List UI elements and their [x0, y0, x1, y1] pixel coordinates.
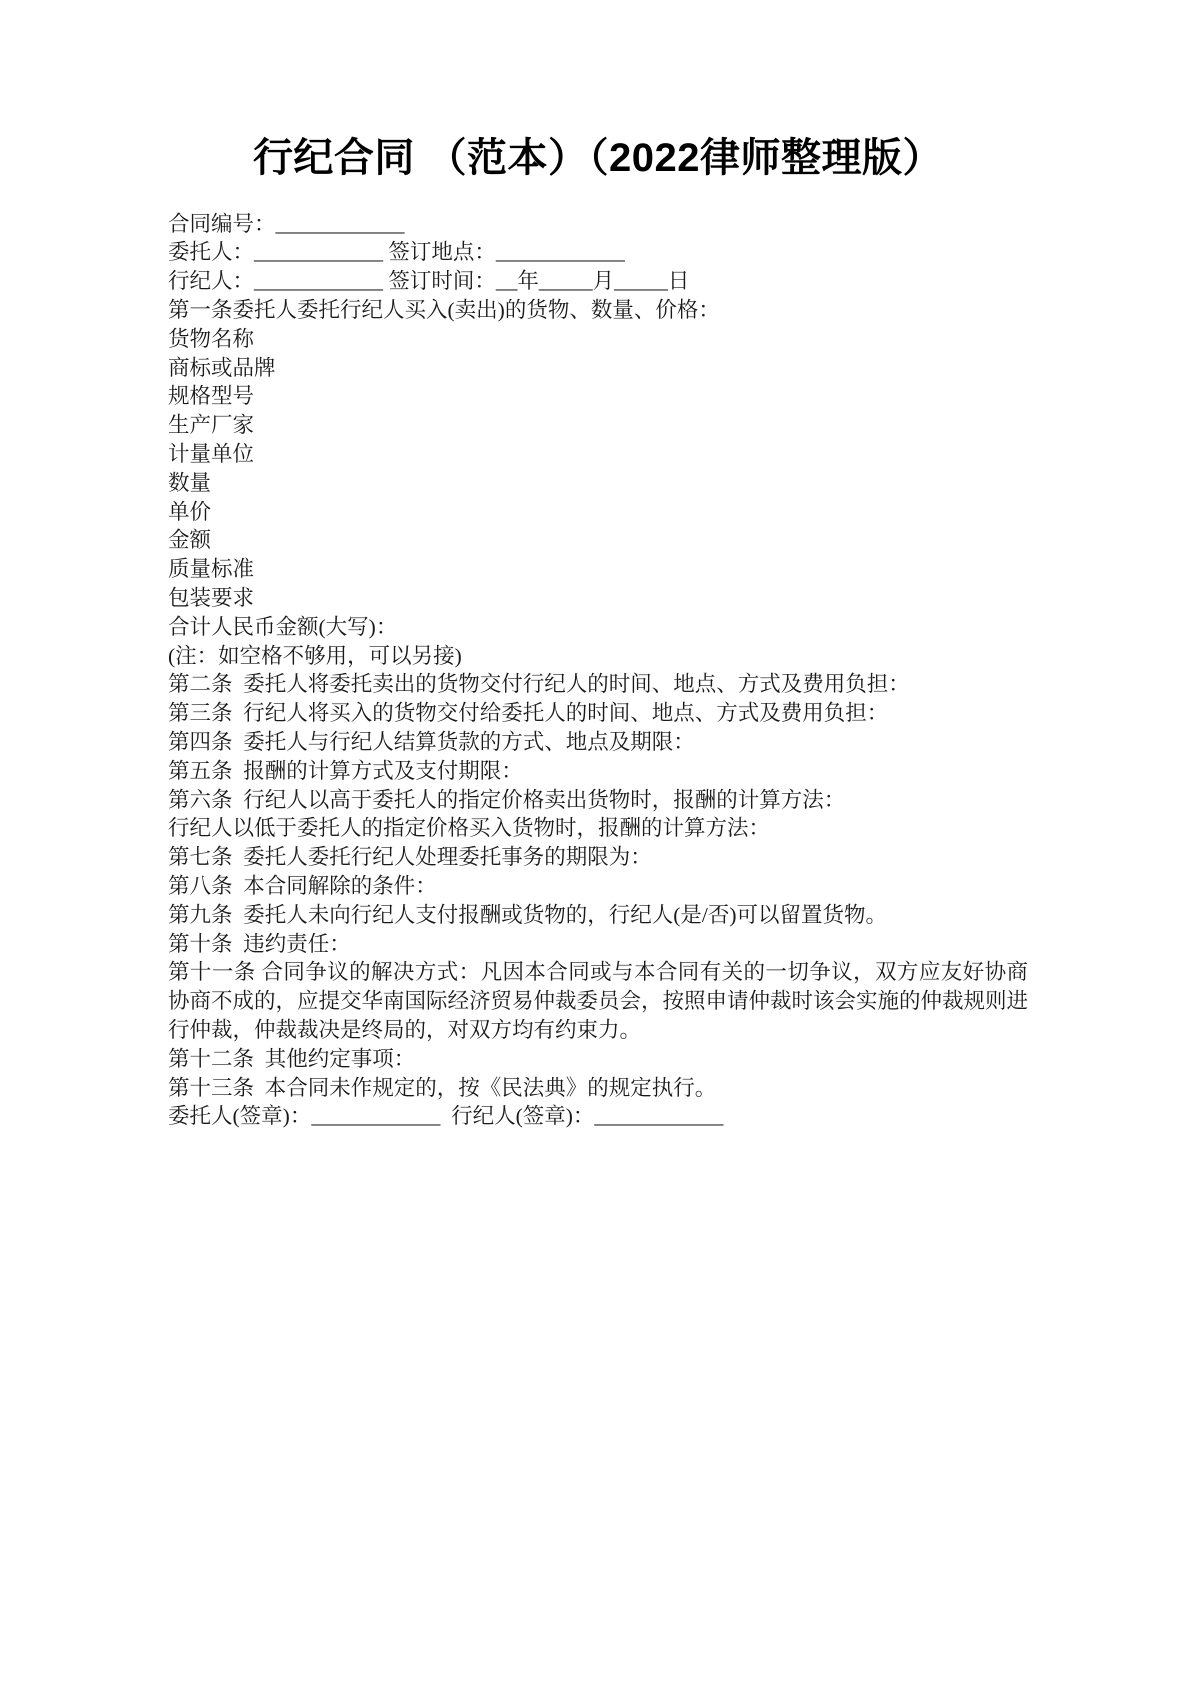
clause-two: 第二条 委托人将委托卖出的货物交付行纪人的时间、地点、方式及费用负担：	[168, 672, 910, 697]
document-title: 行纪合同 （范本）（2022律师整理版）	[252, 136, 944, 180]
note-attach-extra-sheet: (注：如空格不够用，可以另接)	[168, 643, 462, 668]
total-amount-in-words: 合计人民币金额(大写)：	[168, 614, 398, 639]
document-body	[168, 132, 1028, 1131]
goods-item-quality-standard: 质量标准	[168, 557, 255, 582]
goods-item-manufacturer: 生产厂家	[168, 413, 255, 438]
clause-seven: 第七条 委托人委托行纪人处理委托事务的期限为：	[168, 845, 652, 870]
clause-four: 第四条 委托人与行纪人结算货款的方式、地点及期限：	[168, 729, 695, 754]
broker-and-signing-date-field: 行纪人：____________ 签订时间：__年_____月_____日	[168, 269, 690, 294]
clause-three: 第三条 行纪人将买入的货物交付给委托人的时间、地点、方式及费用负担：	[168, 701, 889, 726]
clause-eleven: 第十一条 合同争议的解决方式：凡因本合同或与本合同有关的一切争议，双方应友好协商协商不成的，应提交华南国际经济贸易仲裁委员会，按照申请仲裁时该会实施的仲裁规则进行仲裁，仲裁裁决是终局的，对双方均有约束力。	[168, 960, 1029, 1042]
principal-and-signing-place-field: 委托人：____________ 签订地点：____________	[168, 240, 625, 265]
clause-nine: 第九条 委托人未向行纪人支付报酬或货物的，行纪人(是/否)可以留置货物。	[168, 902, 888, 927]
goods-item-brand: 商标或品牌	[168, 355, 276, 380]
goods-item-amount: 金额	[168, 528, 212, 553]
clause-one: 第一条委托人委托行纪人买入(卖出)的货物、数量、价格：	[168, 297, 720, 322]
clause-thirteen: 第十三条 本合同未作规定的，按《民法典》的规定执行。	[168, 1075, 717, 1100]
signature-line: 委托人(签章)：____________ 行纪人(签章)：____________	[168, 1104, 724, 1129]
goods-item-spec: 规格型号	[168, 384, 255, 409]
goods-item-quantity: 数量	[168, 470, 212, 495]
clause-twelve: 第十二条 其他约定事项：	[168, 1046, 416, 1071]
clause-eight: 第八条 本合同解除的条件：	[168, 873, 437, 898]
goods-item-unit: 计量单位	[168, 441, 255, 466]
clause-six-continuation: 行纪人以低于委托人的指定价格买入货物时，报酬的计算方法：	[168, 816, 771, 841]
clause-ten: 第十条 违约责任：	[168, 931, 351, 956]
goods-item-unit-price: 单价	[168, 499, 212, 524]
clause-five: 第五条 报酬的计算方式及支付期限：	[168, 758, 523, 783]
clause-six: 第六条 行纪人以高于委托人的指定价格卖出货物时，报酬的计算方法：	[168, 787, 846, 812]
contract-number-field: 合同编号：____________	[168, 211, 405, 236]
goods-item-name: 货物名称	[168, 326, 255, 351]
goods-item-packaging-requirement: 包装要求	[168, 585, 255, 610]
